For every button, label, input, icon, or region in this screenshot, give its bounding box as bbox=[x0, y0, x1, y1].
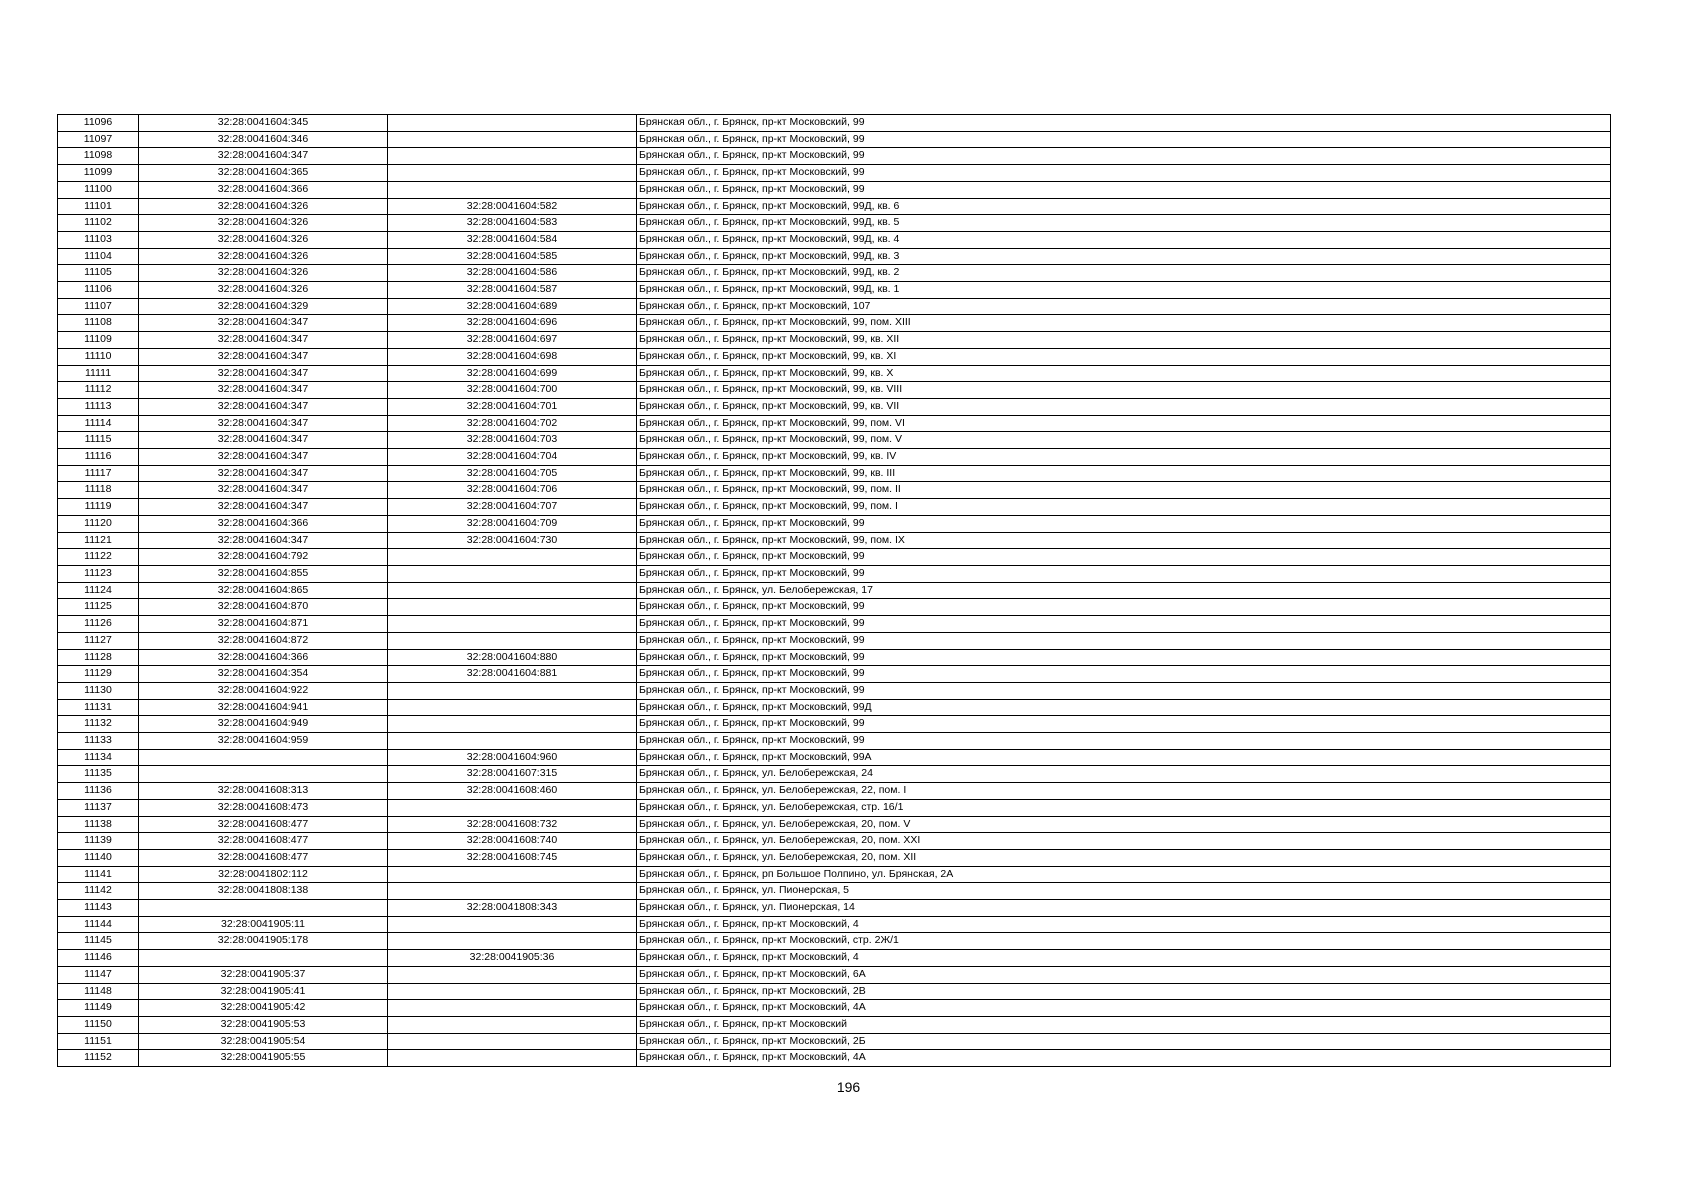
table-row bbox=[58, 716, 1611, 733]
parcel-number-cell: 32:28:0041608:477 bbox=[139, 833, 388, 850]
row-number-cell: 11101 bbox=[58, 198, 139, 215]
parcel-number-cell: 32:28:0041604:347 bbox=[139, 332, 388, 349]
table-row bbox=[58, 449, 1611, 466]
table-row bbox=[58, 983, 1611, 1000]
parcel-number-cell: 32:28:0041608:473 bbox=[139, 799, 388, 816]
address-cell: Брянская обл., г. Брянск, пр-кт Московский, 99Д, кв. 3 bbox=[637, 248, 1611, 265]
parcel-number-cell: 32:28:0041604:326 bbox=[139, 231, 388, 248]
object-number-cell bbox=[388, 866, 637, 883]
parcel-number-cell: 32:28:0041604:949 bbox=[139, 716, 388, 733]
parcel-number-cell: 32:28:0041604:366 bbox=[139, 181, 388, 198]
table-row bbox=[58, 115, 1611, 132]
parcel-number-cell bbox=[139, 766, 388, 783]
table-row bbox=[58, 933, 1611, 950]
table-row bbox=[58, 783, 1611, 800]
row-number-cell: 11128 bbox=[58, 649, 139, 666]
parcel-number-cell: 32:28:0041604:792 bbox=[139, 549, 388, 566]
table-row bbox=[58, 482, 1611, 499]
parcel-number-cell: 32:28:0041604:347 bbox=[139, 398, 388, 415]
table-row bbox=[58, 499, 1611, 516]
table-row bbox=[58, 699, 1611, 716]
object-number-cell: 32:28:0041604:709 bbox=[388, 515, 637, 532]
table-row bbox=[58, 682, 1611, 699]
address-cell: Брянская обл., г. Брянск, пр-кт Московский, 99А bbox=[637, 749, 1611, 766]
parcel-number-cell: 32:28:0041608:477 bbox=[139, 816, 388, 833]
object-number-cell: 32:28:0041604:700 bbox=[388, 382, 637, 399]
table-row bbox=[58, 215, 1611, 232]
table-row bbox=[58, 950, 1611, 967]
row-number-cell: 11102 bbox=[58, 215, 139, 232]
table-row bbox=[58, 181, 1611, 198]
parcel-number-cell: 32:28:0041604:354 bbox=[139, 666, 388, 683]
table-row bbox=[58, 900, 1611, 917]
row-number-cell: 11144 bbox=[58, 916, 139, 933]
address-cell: Брянская обл., г. Брянск, ул. Белобережская, 20, пом. XII bbox=[637, 849, 1611, 866]
parcel-number-cell: 32:28:0041604:347 bbox=[139, 449, 388, 466]
address-cell: Брянская обл., г. Брянск, пр-кт Московский, 99 bbox=[637, 649, 1611, 666]
row-number-cell: 11126 bbox=[58, 616, 139, 633]
object-number-cell: 32:28:0041604:586 bbox=[388, 265, 637, 282]
parcel-number-cell: 32:28:0041608:477 bbox=[139, 849, 388, 866]
object-number-cell: 32:28:0041604:582 bbox=[388, 198, 637, 215]
parcel-number-cell: 32:28:0041604:941 bbox=[139, 699, 388, 716]
row-number-cell: 11146 bbox=[58, 950, 139, 967]
parcel-number-cell: 32:28:0041604:346 bbox=[139, 131, 388, 148]
row-number-cell: 11121 bbox=[58, 532, 139, 549]
table-row bbox=[58, 549, 1611, 566]
object-number-cell: 32:28:0041604:881 bbox=[388, 666, 637, 683]
row-number-cell: 11140 bbox=[58, 849, 139, 866]
parcel-number-cell: 32:28:0041604:345 bbox=[139, 115, 388, 132]
row-number-cell: 11134 bbox=[58, 749, 139, 766]
address-cell: Брянская обл., г. Брянск, ул. Белобережская, стр. 16/1 bbox=[637, 799, 1611, 816]
parcel-number-cell: 32:28:0041604:326 bbox=[139, 282, 388, 299]
table-row bbox=[58, 315, 1611, 332]
parcel-number-cell: 32:28:0041905:11 bbox=[139, 916, 388, 933]
object-number-cell bbox=[388, 1050, 637, 1067]
row-number-cell: 11113 bbox=[58, 398, 139, 415]
address-cell: Брянская обл., г. Брянск, пр-кт Московский, 99 bbox=[637, 616, 1611, 633]
table-row bbox=[58, 582, 1611, 599]
object-number-cell: 32:28:0041604:698 bbox=[388, 348, 637, 365]
row-number-cell: 11131 bbox=[58, 699, 139, 716]
row-number-cell: 11138 bbox=[58, 816, 139, 833]
table-row bbox=[58, 666, 1611, 683]
address-cell: Брянская обл., г. Брянск, пр-кт Московский, 99 bbox=[637, 599, 1611, 616]
parcel-number-cell: 32:28:0041604:855 bbox=[139, 565, 388, 582]
row-number-cell: 11122 bbox=[58, 549, 139, 566]
table-row bbox=[58, 816, 1611, 833]
parcel-number-cell: 32:28:0041604:347 bbox=[139, 482, 388, 499]
address-cell: Брянская обл., г. Брянск, пр-кт Московский, 99Д, кв. 5 bbox=[637, 215, 1611, 232]
address-cell: Брянская обл., г. Брянск, пр-кт Московский, 99Д, кв. 6 bbox=[637, 198, 1611, 215]
row-number-cell: 11108 bbox=[58, 315, 139, 332]
table-row bbox=[58, 849, 1611, 866]
table-row bbox=[58, 799, 1611, 816]
object-number-cell: 32:28:0041604:730 bbox=[388, 532, 637, 549]
object-number-cell: 32:28:0041604:585 bbox=[388, 248, 637, 265]
row-number-cell: 11125 bbox=[58, 599, 139, 616]
object-number-cell bbox=[388, 148, 637, 165]
row-number-cell: 11136 bbox=[58, 783, 139, 800]
object-number-cell bbox=[388, 565, 637, 582]
address-cell: Брянская обл., г. Брянск, пр-кт Московский, 99, кв. IV bbox=[637, 449, 1611, 466]
row-number-cell: 11105 bbox=[58, 265, 139, 282]
row-number-cell: 11142 bbox=[58, 883, 139, 900]
address-cell: Брянская обл., г. Брянск, пр-кт Московский, 99, пом. V bbox=[637, 432, 1611, 449]
object-number-cell bbox=[388, 1033, 637, 1050]
row-number-cell: 11130 bbox=[58, 682, 139, 699]
object-number-cell bbox=[388, 733, 637, 750]
object-number-cell: 32:28:0041608:740 bbox=[388, 833, 637, 850]
address-cell: Брянская обл., г. Брянск, пр-кт Московский, стр. 2Ж/1 bbox=[637, 933, 1611, 950]
parcel-number-cell: 32:28:0041604:347 bbox=[139, 432, 388, 449]
table-row bbox=[58, 599, 1611, 616]
table-row bbox=[58, 515, 1611, 532]
address-cell: Брянская обл., г. Брянск, пр-кт Московский, 99 bbox=[637, 682, 1611, 699]
address-cell: Брянская обл., г. Брянск, пр-кт Московский, 99, кв. XII bbox=[637, 332, 1611, 349]
parcel-number-cell: 32:28:0041905:55 bbox=[139, 1050, 388, 1067]
table-row bbox=[58, 632, 1611, 649]
table-row bbox=[58, 1033, 1611, 1050]
address-cell: Брянская обл., г. Брянск, пр-кт Московский, 99 bbox=[637, 131, 1611, 148]
object-number-cell bbox=[388, 632, 637, 649]
address-cell: Брянская обл., г. Брянск, ул. Белобережская, 22, пом. I bbox=[637, 783, 1611, 800]
row-number-cell: 11111 bbox=[58, 365, 139, 382]
parcel-number-cell: 32:28:0041604:871 bbox=[139, 616, 388, 633]
table-row bbox=[58, 1000, 1611, 1017]
table-row bbox=[58, 916, 1611, 933]
object-number-cell bbox=[388, 983, 637, 1000]
object-number-cell: 32:28:0041905:36 bbox=[388, 950, 637, 967]
table-row bbox=[58, 398, 1611, 415]
parcel-number-cell: 32:28:0041604:326 bbox=[139, 265, 388, 282]
parcel-number-cell: 32:28:0041604:347 bbox=[139, 365, 388, 382]
parcel-number-cell: 32:28:0041604:347 bbox=[139, 415, 388, 432]
table-row bbox=[58, 198, 1611, 215]
row-number-cell: 11096 bbox=[58, 115, 139, 132]
row-number-cell: 11139 bbox=[58, 833, 139, 850]
row-number-cell: 11098 bbox=[58, 148, 139, 165]
object-number-cell: 32:28:0041604:704 bbox=[388, 449, 637, 466]
row-number-cell: 11150 bbox=[58, 1016, 139, 1033]
table-row bbox=[58, 733, 1611, 750]
row-number-cell: 11115 bbox=[58, 432, 139, 449]
address-cell: Брянская обл., г. Брянск, пр-кт Московский, 99 bbox=[637, 181, 1611, 198]
object-number-cell: 32:28:0041604:696 bbox=[388, 315, 637, 332]
row-number-cell: 11099 bbox=[58, 165, 139, 182]
parcel-number-cell: 32:28:0041905:37 bbox=[139, 966, 388, 983]
table-row bbox=[58, 465, 1611, 482]
table-row bbox=[58, 348, 1611, 365]
address-cell: Брянская обл., г. Брянск, пр-кт Московский, 99, пом. I bbox=[637, 499, 1611, 516]
object-number-cell: 32:28:0041604:699 bbox=[388, 365, 637, 382]
table-row bbox=[58, 649, 1611, 666]
address-cell: Брянская обл., г. Брянск, пр-кт Московский, 4 bbox=[637, 950, 1611, 967]
parcel-number-cell: 32:28:0041604:366 bbox=[139, 649, 388, 666]
address-cell: Брянская обл., г. Брянск, пр-кт Московский, 99Д bbox=[637, 699, 1611, 716]
address-cell: Брянская обл., г. Брянск, пр-кт Московский, 99 bbox=[637, 515, 1611, 532]
object-number-cell: 32:28:0041608:460 bbox=[388, 783, 637, 800]
object-number-cell bbox=[388, 181, 637, 198]
parcel-number-cell: 32:28:0041802:112 bbox=[139, 866, 388, 883]
object-number-cell bbox=[388, 115, 637, 132]
address-cell: Брянская обл., г. Брянск, пр-кт Московский, 99Д, кв. 4 bbox=[637, 231, 1611, 248]
object-number-cell bbox=[388, 799, 637, 816]
object-number-cell bbox=[388, 966, 637, 983]
row-number-cell: 11119 bbox=[58, 499, 139, 516]
row-number-cell: 11120 bbox=[58, 515, 139, 532]
address-cell: Брянская обл., г. Брянск, пр-кт Московский, 107 bbox=[637, 298, 1611, 315]
row-number-cell: 11110 bbox=[58, 348, 139, 365]
address-cell: Брянская обл., г. Брянск, пр-кт Московский, 99, кв. X bbox=[637, 365, 1611, 382]
parcel-number-cell: 32:28:0041905:42 bbox=[139, 1000, 388, 1017]
table-row bbox=[58, 265, 1611, 282]
table-row bbox=[58, 883, 1611, 900]
address-cell: Брянская обл., г. Брянск, пр-кт Московский, 99, пом. XIII bbox=[637, 315, 1611, 332]
parcel-number-cell: 32:28:0041604:959 bbox=[139, 733, 388, 750]
address-cell: Брянская обл., г. Брянск, пр-кт Московский, 99Д, кв. 1 bbox=[637, 282, 1611, 299]
parcel-number-cell: 32:28:0041808:138 bbox=[139, 883, 388, 900]
object-number-cell bbox=[388, 1000, 637, 1017]
row-number-cell: 11114 bbox=[58, 415, 139, 432]
object-number-cell: 32:28:0041604:701 bbox=[388, 398, 637, 415]
object-number-cell: 32:28:0041604:880 bbox=[388, 649, 637, 666]
parcel-number-cell bbox=[139, 749, 388, 766]
parcel-number-cell bbox=[139, 900, 388, 917]
object-number-cell bbox=[388, 616, 637, 633]
row-number-cell: 11100 bbox=[58, 181, 139, 198]
parcel-number-cell: 32:28:0041604:347 bbox=[139, 465, 388, 482]
parcel-number-cell: 32:28:0041604:366 bbox=[139, 515, 388, 532]
row-number-cell: 11137 bbox=[58, 799, 139, 816]
address-cell: Брянская обл., г. Брянск, пр-кт Московский, 2Б bbox=[637, 1033, 1611, 1050]
table-row bbox=[58, 966, 1611, 983]
table-row bbox=[58, 148, 1611, 165]
table-row bbox=[58, 415, 1611, 432]
address-cell: Брянская обл., г. Брянск, пр-кт Московский, 99, кв. XI bbox=[637, 348, 1611, 365]
table-row bbox=[58, 532, 1611, 549]
object-number-cell: 32:28:0041607:315 bbox=[388, 766, 637, 783]
address-cell: Брянская обл., г. Брянск, пр-кт Московский, 4А bbox=[637, 1000, 1611, 1017]
object-number-cell: 32:28:0041604:705 bbox=[388, 465, 637, 482]
object-number-cell: 32:28:0041604:960 bbox=[388, 749, 637, 766]
address-cell: Брянская обл., г. Брянск, пр-кт Московский, 99 bbox=[637, 666, 1611, 683]
row-number-cell: 11152 bbox=[58, 1050, 139, 1067]
row-number-cell: 11141 bbox=[58, 866, 139, 883]
parcel-number-cell: 32:28:0041604:347 bbox=[139, 532, 388, 549]
object-number-cell bbox=[388, 549, 637, 566]
table-body bbox=[58, 115, 1611, 1067]
object-number-cell: 32:28:0041608:732 bbox=[388, 816, 637, 833]
object-number-cell bbox=[388, 699, 637, 716]
address-cell: Брянская обл., г. Брянск, пр-кт Московский, 99, пом. VI bbox=[637, 415, 1611, 432]
parcel-number-cell: 32:28:0041604:347 bbox=[139, 499, 388, 516]
object-number-cell bbox=[388, 716, 637, 733]
address-cell: Брянская обл., г. Брянск, пр-кт Московский, 4 bbox=[637, 916, 1611, 933]
parcel-number-cell: 32:28:0041604:365 bbox=[139, 165, 388, 182]
table-row bbox=[58, 1050, 1611, 1067]
object-number-cell bbox=[388, 599, 637, 616]
table-row bbox=[58, 231, 1611, 248]
parcel-number-cell: 32:28:0041604:347 bbox=[139, 148, 388, 165]
parcel-number-cell: 32:28:0041905:178 bbox=[139, 933, 388, 950]
table-row bbox=[58, 866, 1611, 883]
parcel-number-cell: 32:28:0041905:53 bbox=[139, 1016, 388, 1033]
row-number-cell: 11109 bbox=[58, 332, 139, 349]
object-number-cell bbox=[388, 916, 637, 933]
table-row bbox=[58, 248, 1611, 265]
table-row bbox=[58, 165, 1611, 182]
parcel-number-cell: 32:28:0041604:922 bbox=[139, 682, 388, 699]
table-row bbox=[58, 382, 1611, 399]
address-cell: Брянская обл., г. Брянск, пр-кт Московский, 99, кв. III bbox=[637, 465, 1611, 482]
parcel-number-cell: 32:28:0041604:326 bbox=[139, 248, 388, 265]
object-number-cell bbox=[388, 131, 637, 148]
parcel-number-cell: 32:28:0041905:54 bbox=[139, 1033, 388, 1050]
address-cell: Брянская обл., г. Брянск, пр-кт Московский, 99 bbox=[637, 115, 1611, 132]
address-cell: Брянская обл., г. Брянск, рп Большое Полпино, ул. Брянская, 2А bbox=[637, 866, 1611, 883]
parcel-number-cell: 32:28:0041604:326 bbox=[139, 215, 388, 232]
row-number-cell: 11149 bbox=[58, 1000, 139, 1017]
row-number-cell: 11151 bbox=[58, 1033, 139, 1050]
row-number-cell: 11147 bbox=[58, 966, 139, 983]
page-number: 196 bbox=[836, 1079, 861, 1095]
object-number-cell bbox=[388, 933, 637, 950]
row-number-cell: 11107 bbox=[58, 298, 139, 315]
table-row bbox=[58, 131, 1611, 148]
row-number-cell: 11103 bbox=[58, 231, 139, 248]
object-number-cell: 32:28:0041604:697 bbox=[388, 332, 637, 349]
row-number-cell: 11116 bbox=[58, 449, 139, 466]
address-cell: Брянская обл., г. Брянск, пр-кт Московский, 99 bbox=[637, 733, 1611, 750]
table-row bbox=[58, 298, 1611, 315]
address-cell: Брянская обл., г. Брянск, ул. Белобережская, 20, пом. V bbox=[637, 816, 1611, 833]
row-number-cell: 11143 bbox=[58, 900, 139, 917]
address-cell: Брянская обл., г. Брянск, пр-кт Московский, 99 bbox=[637, 148, 1611, 165]
parcel-number-cell bbox=[139, 950, 388, 967]
object-number-cell: 32:28:0041608:745 bbox=[388, 849, 637, 866]
object-number-cell: 32:28:0041604:703 bbox=[388, 432, 637, 449]
row-number-cell: 11117 bbox=[58, 465, 139, 482]
parcel-number-cell: 32:28:0041905:41 bbox=[139, 983, 388, 1000]
object-number-cell: 32:28:0041604:702 bbox=[388, 415, 637, 432]
address-cell: Брянская обл., г. Брянск, пр-кт Московский, 99 bbox=[637, 632, 1611, 649]
row-number-cell: 11145 bbox=[58, 933, 139, 950]
address-cell: Брянская обл., г. Брянск, пр-кт Московский bbox=[637, 1016, 1611, 1033]
table-row bbox=[58, 332, 1611, 349]
object-number-cell: 32:28:0041604:706 bbox=[388, 482, 637, 499]
address-cell: Брянская обл., г. Брянск, пр-кт Московский, 4А bbox=[637, 1050, 1611, 1067]
address-cell: Брянская обл., г. Брянск, пр-кт Московский, 99 bbox=[637, 165, 1611, 182]
address-cell: Брянская обл., г. Брянск, пр-кт Московский, 99 bbox=[637, 549, 1611, 566]
address-cell: Брянская обл., г. Брянск, пр-кт Московский, 2В bbox=[637, 983, 1611, 1000]
address-cell: Брянская обл., г. Брянск, пр-кт Московский, 99, кв. VIII bbox=[637, 382, 1611, 399]
address-cell: Брянская обл., г. Брянск, пр-кт Московский, 6А bbox=[637, 966, 1611, 983]
address-cell: Брянская обл., г. Брянск, пр-кт Московский, 99, пом. II bbox=[637, 482, 1611, 499]
data-table bbox=[57, 114, 1611, 1067]
row-number-cell: 11104 bbox=[58, 248, 139, 265]
row-number-cell: 11148 bbox=[58, 983, 139, 1000]
row-number-cell: 11135 bbox=[58, 766, 139, 783]
object-number-cell bbox=[388, 883, 637, 900]
address-cell: Брянская обл., г. Брянск, ул. Белобережская, 20, пом. XXI bbox=[637, 833, 1611, 850]
parcel-number-cell: 32:28:0041604:347 bbox=[139, 315, 388, 332]
parcel-number-cell: 32:28:0041604:872 bbox=[139, 632, 388, 649]
address-cell: Брянская обл., г. Брянск, ул. Пионерская, 14 bbox=[637, 900, 1611, 917]
address-cell: Брянская обл., г. Брянск, ул. Пионерская, 5 bbox=[637, 883, 1611, 900]
address-cell: Брянская обл., г. Брянск, ул. Белобережская, 24 bbox=[637, 766, 1611, 783]
address-cell: Брянская обл., г. Брянск, ул. Белобережская, 17 bbox=[637, 582, 1611, 599]
table-row bbox=[58, 833, 1611, 850]
row-number-cell: 11118 bbox=[58, 482, 139, 499]
object-number-cell: 32:28:0041808:343 bbox=[388, 900, 637, 917]
table-row bbox=[58, 766, 1611, 783]
table-row bbox=[58, 1016, 1611, 1033]
address-cell: Брянская обл., г. Брянск, пр-кт Московский, 99Д, кв. 2 bbox=[637, 265, 1611, 282]
address-cell: Брянская обл., г. Брянск, пр-кт Московский, 99, кв. VII bbox=[637, 398, 1611, 415]
table-row bbox=[58, 432, 1611, 449]
parcel-number-cell: 32:28:0041608:313 bbox=[139, 783, 388, 800]
row-number-cell: 11129 bbox=[58, 666, 139, 683]
row-number-cell: 11127 bbox=[58, 632, 139, 649]
object-number-cell bbox=[388, 165, 637, 182]
address-cell: Брянская обл., г. Брянск, пр-кт Московский, 99, пом. IX bbox=[637, 532, 1611, 549]
parcel-number-cell: 32:28:0041604:326 bbox=[139, 198, 388, 215]
object-number-cell bbox=[388, 1016, 637, 1033]
object-number-cell: 32:28:0041604:707 bbox=[388, 499, 637, 516]
object-number-cell: 32:28:0041604:689 bbox=[388, 298, 637, 315]
parcel-number-cell: 32:28:0041604:347 bbox=[139, 382, 388, 399]
row-number-cell: 11112 bbox=[58, 382, 139, 399]
parcel-number-cell: 32:28:0041604:870 bbox=[139, 599, 388, 616]
row-number-cell: 11132 bbox=[58, 716, 139, 733]
parcel-number-cell: 32:28:0041604:347 bbox=[139, 348, 388, 365]
row-number-cell: 11133 bbox=[58, 733, 139, 750]
address-cell: Брянская обл., г. Брянск, пр-кт Московский, 99 bbox=[637, 716, 1611, 733]
row-number-cell: 11124 bbox=[58, 582, 139, 599]
parcel-number-cell: 32:28:0041604:865 bbox=[139, 582, 388, 599]
object-number-cell: 32:28:0041604:583 bbox=[388, 215, 637, 232]
row-number-cell: 11106 bbox=[58, 282, 139, 299]
parcel-number-cell: 32:28:0041604:329 bbox=[139, 298, 388, 315]
table-row bbox=[58, 749, 1611, 766]
row-number-cell: 11097 bbox=[58, 131, 139, 148]
table-row bbox=[58, 365, 1611, 382]
table-row bbox=[58, 565, 1611, 582]
row-number-cell: 11123 bbox=[58, 565, 139, 582]
object-number-cell: 32:28:0041604:584 bbox=[388, 231, 637, 248]
table-row bbox=[58, 282, 1611, 299]
object-number-cell: 32:28:0041604:587 bbox=[388, 282, 637, 299]
table-row bbox=[58, 616, 1611, 633]
address-cell: Брянская обл., г. Брянск, пр-кт Московский, 99 bbox=[637, 565, 1611, 582]
object-number-cell bbox=[388, 582, 637, 599]
object-number-cell bbox=[388, 682, 637, 699]
